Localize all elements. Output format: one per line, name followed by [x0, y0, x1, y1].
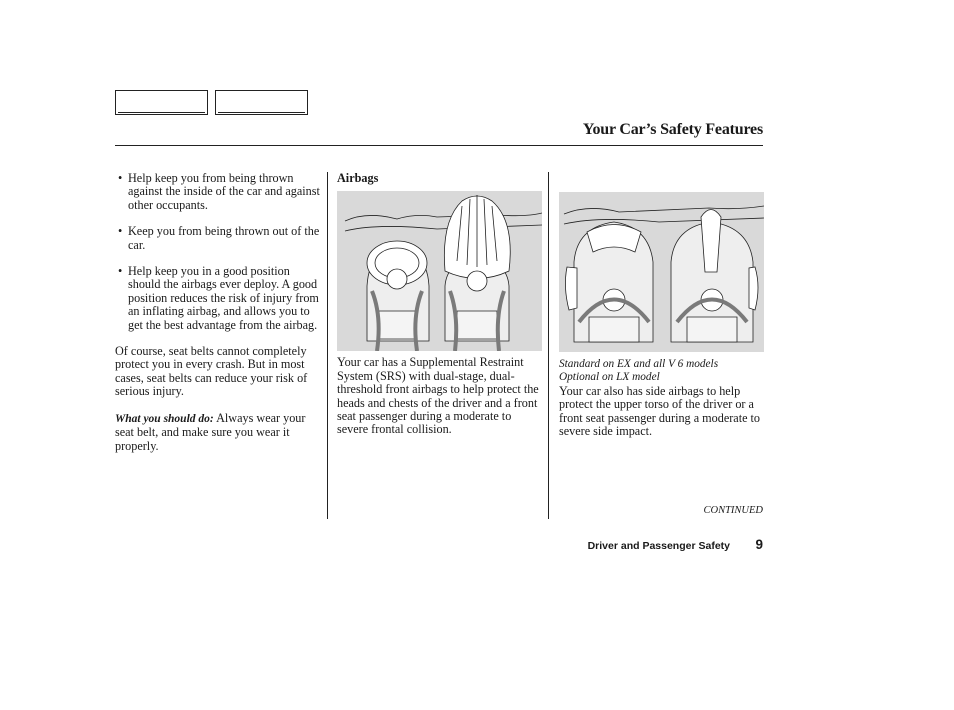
bullet-dot: •	[118, 224, 123, 239]
bullet-dot: •	[118, 171, 123, 185]
bullet-item	[115, 225, 320, 252]
figure-caption-line-1: Standard on EX and all V 6 models	[559, 358, 719, 370]
nav-tab-box-1[interactable]	[115, 90, 208, 115]
side-airbag-illustration	[559, 192, 764, 352]
figure-caption-line-2: Optional on LX model	[559, 371, 660, 384]
side-airbags-description: Your car also has side airbags to help protect the upper torso of the driver or a front seat passenger during a moderate to severe side impact.	[559, 383, 761, 439]
bullet-item	[115, 265, 320, 332]
airbags-heading: Airbags	[337, 171, 379, 185]
column-divider-2	[548, 172, 549, 519]
advice-text: Always wear your seat belt, and make sure you wear it properly.	[115, 410, 306, 453]
header-divider	[115, 145, 763, 146]
page-title: Your Car’s Safety Features	[582, 121, 763, 138]
bullet-text: Help keep you in a good position should the airbags ever deploy. A good position reduces the risk of injury from an inflating airbag, and allows you to get the best advantage from the airbag.	[128, 264, 319, 332]
front-airbag-illustration	[337, 191, 542, 351]
page-number: 9	[755, 537, 763, 552]
left-column	[115, 172, 320, 466]
airbags-description: Your car has a Supplemental Restraint System (SRS) with dual-stage, dual-threshold front airbags to help protect the heads and chests of the driver and a front seat passenger during a moderate to severe frontal collision.	[337, 355, 539, 437]
advice-paragraph	[115, 412, 320, 453]
seatbelt-paragraph: Of course, seat belts cannot completely protect you in every crash. But in most cases, seat belts can reduce your risk of serious injury.	[115, 344, 308, 399]
bullet-item	[115, 172, 320, 212]
nav-tab-box-2[interactable]	[215, 90, 308, 115]
right-column	[559, 172, 765, 451]
footer-section-label: Driver and Passenger Safety	[587, 540, 730, 552]
column-divider-1	[327, 172, 328, 519]
advice-lead: What you should do:	[115, 412, 214, 425]
bullet-text: Help keep you from being thrown against the inside of the car and against other occupants.	[128, 171, 320, 212]
middle-column	[337, 172, 542, 450]
continued-label: CONTINUED	[703, 505, 763, 516]
bullet-dot: •	[118, 264, 123, 279]
bullet-text: Keep you from being thrown out of the car.	[128, 224, 320, 252]
